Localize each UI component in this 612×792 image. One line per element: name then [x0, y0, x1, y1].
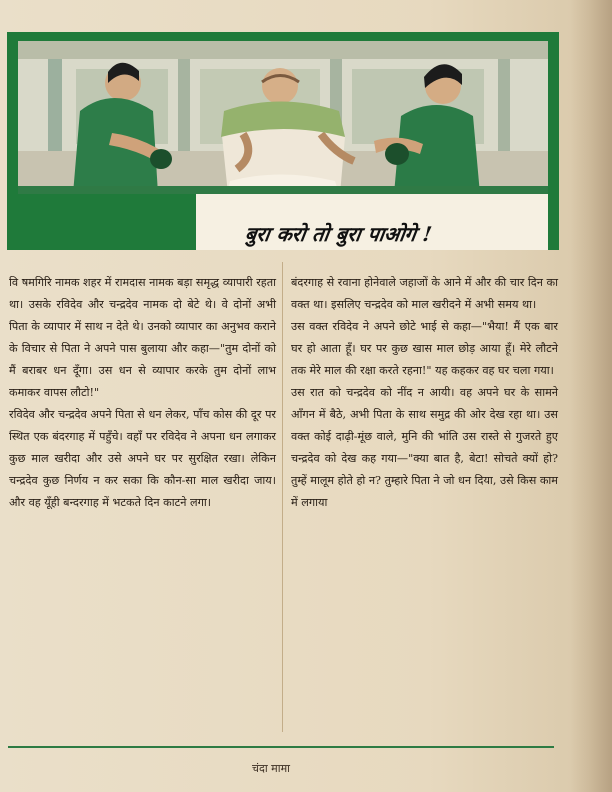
paragraph-5: उस रात को चन्द्रदेव को नींद न आयी। वह अपने घर के सामने आँगन में बैठे, अभी पिता के साथ समुद्र की ओर देख रहा था। उस वक्त कोई दाढ़ी-मूंछ वाले, मुनि की भांति उस रास्ते से गुजरते हुए चन्द्रदेव को देख कह गया—"क्या बात है, बेटा! सोचते क्यों हो? तुम्हें मालूम होते हो न? तुम्हारे पिता ने जो धन दिया, उसे किस काम में लगाया	[291, 386, 558, 509]
story-title: बुरा करो तो बुरा पाओगे !	[243, 222, 434, 246]
paragraph-3: बंदरगाह से रवाना होनेवाले जहाजों के आने में और की चार दिन का वक्त था। इसलिए चन्द्रदेव को माल खरीदने में अभी समय था।	[291, 276, 558, 311]
paragraph-4: उस वक्त रविदेव ने अपने छोटे भाई से कहा—"भैया! मैं एक बार घर हो आता हूँ। घर पर कुछ खास माल छोड़ आया हूँ। मेरे लौटने तक मेरे माल की रक्षा करते रहना!" यह कहकर वह घर चला गया।	[291, 320, 558, 377]
story-left-column	[9, 272, 276, 514]
column-divider	[282, 262, 283, 732]
footer-rule	[8, 746, 554, 748]
paragraph-2: रविदेव और चन्द्रदेव अपने पिता से धन लेकर, पाँच कोस की दूर पर स्थित एक बंदरगाह में पहुँचे। वहाँ पर रविदेव ने अपना धन लगाकर कुछ माल खरीदा और उसे अपने घर पर सुरक्षित रखा। लेकिन चन्द्रदेव कुछ निर्णय न कर सका कि कौन-सा माल खरीदा जाय। और वह यूँही बन्दरगाह में भटकते दिन काटने लगा।	[9, 408, 276, 509]
story-right-column	[291, 272, 558, 514]
story-illustration	[18, 41, 548, 194]
magazine-footer: चंदा मामा	[252, 762, 291, 775]
page-edge-shadow	[570, 0, 612, 792]
paragraph-1: वि षमगिरि नामक शहर में रामदास नामक बड़ा समृद्ध व्यापारी रहता था। उसके रविदेव और चन्द्रदेव नामक दो बेटे थे। वे दोनों अभी पिता के व्यापार में साथ न देते थे। उनको व्यापार का अनुभव कराने के विचार से पिता ने अपने पास बुलाया और कहा—"तुम दोनों को मैं बराबर धन दूँगा। उस धन से व्यापार करके तुम दोनों लाभ कमाकर वापस लौटो!"	[9, 276, 276, 399]
